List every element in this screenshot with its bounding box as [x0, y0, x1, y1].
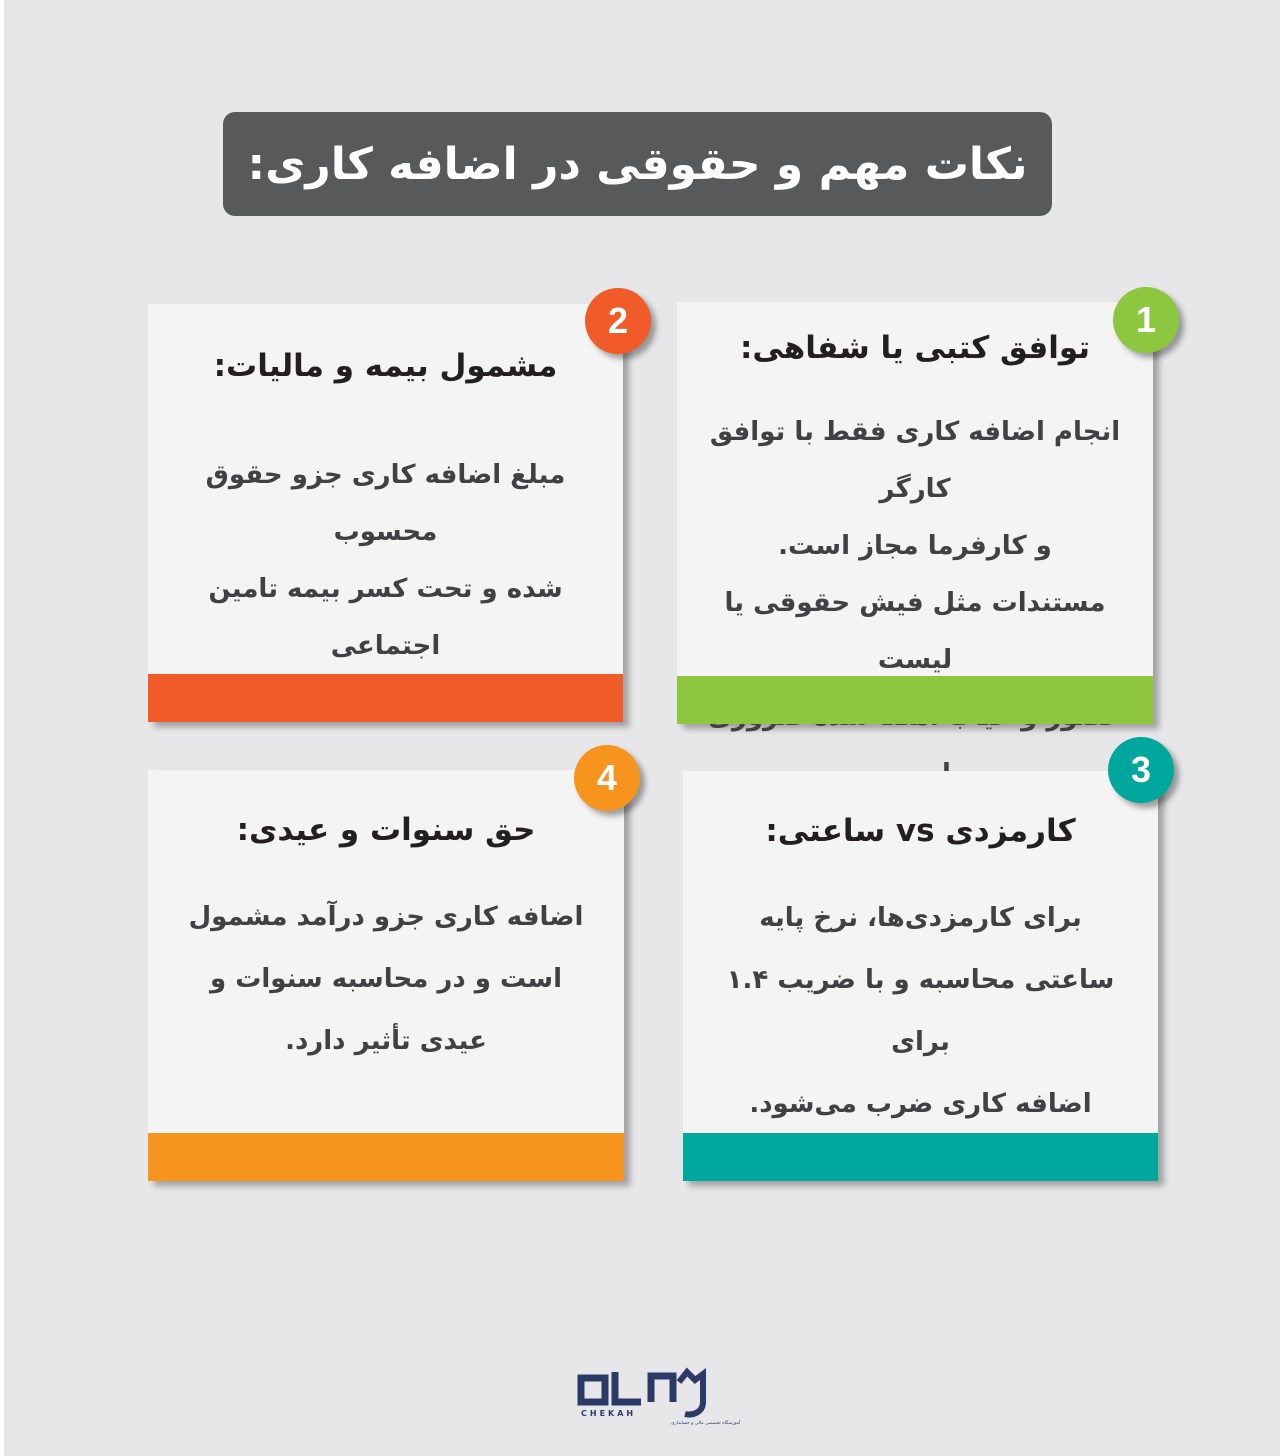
card-written-agreement: [677, 302, 1153, 724]
card-piecework-hourly: [683, 771, 1158, 1181]
card-body: [691, 404, 1139, 803]
number-badge-2: 2: [585, 288, 651, 354]
card-body: [697, 887, 1144, 1135]
card-insurance-tax: [148, 304, 623, 722]
card-body: [162, 886, 610, 1072]
card-line: مستندات مثل فیش حقوقی یا لیست: [724, 588, 1106, 675]
card-line: مبلغ اضافه کاری جزو حقوق محسوب: [205, 460, 566, 547]
page-title: [223, 112, 1052, 216]
logo-mark-icon: [575, 1360, 741, 1426]
card-accent-bar: [683, 1133, 1158, 1181]
card-line: برای کارمزدی‌ها، نرخ پایه: [759, 903, 1082, 933]
chekah-logo: [575, 1360, 741, 1426]
number-badge-4: 4: [574, 745, 640, 811]
card-line: انجام اضافه کاری فقط با توافق کارگر: [709, 417, 1121, 504]
card-line: ساعتی محاسبه و با ضریب ۱.۴ برای: [726, 965, 1115, 1057]
card-title: مشمول بیمه و مالیات:: [213, 348, 558, 384]
card-title: حق سنوات و عیدی:: [236, 812, 536, 848]
card-line: اضافه کاری ضرب می‌شود.: [749, 1089, 1092, 1119]
card-title: کارمزدی vs ساعتی:: [765, 813, 1076, 849]
logo-tagline: آموزشگاه تخصصی مالی و حسابداری: [671, 1421, 741, 1426]
card-accent-bar: [148, 1133, 624, 1181]
logo-latin: CHEKAH: [581, 1409, 637, 1418]
number-badge-3: 3: [1108, 737, 1174, 803]
page-title-text: نکات مهم و حقوقی در اضافه کاری:: [247, 138, 1028, 190]
card-line: است و در محاسبه سنوات و: [210, 964, 562, 994]
page-edge: [0, 0, 4, 1456]
card-severance-bonus: [148, 770, 624, 1181]
number-badge-1: 1: [1113, 287, 1179, 353]
card-accent-bar: [677, 676, 1153, 724]
card-line: شده و تحت کسر بیمه تامین اجتماعی: [208, 574, 563, 661]
card-line: و کارفرما مجاز است.: [778, 531, 1052, 561]
card-line: اضافه کاری جزو درآمد مشمول: [188, 902, 584, 932]
card-title: توافق کتبی یا شفاهی:: [740, 330, 1090, 366]
card-line: عیدی تأثیر دارد.: [285, 1026, 487, 1056]
card-accent-bar: [148, 674, 623, 722]
